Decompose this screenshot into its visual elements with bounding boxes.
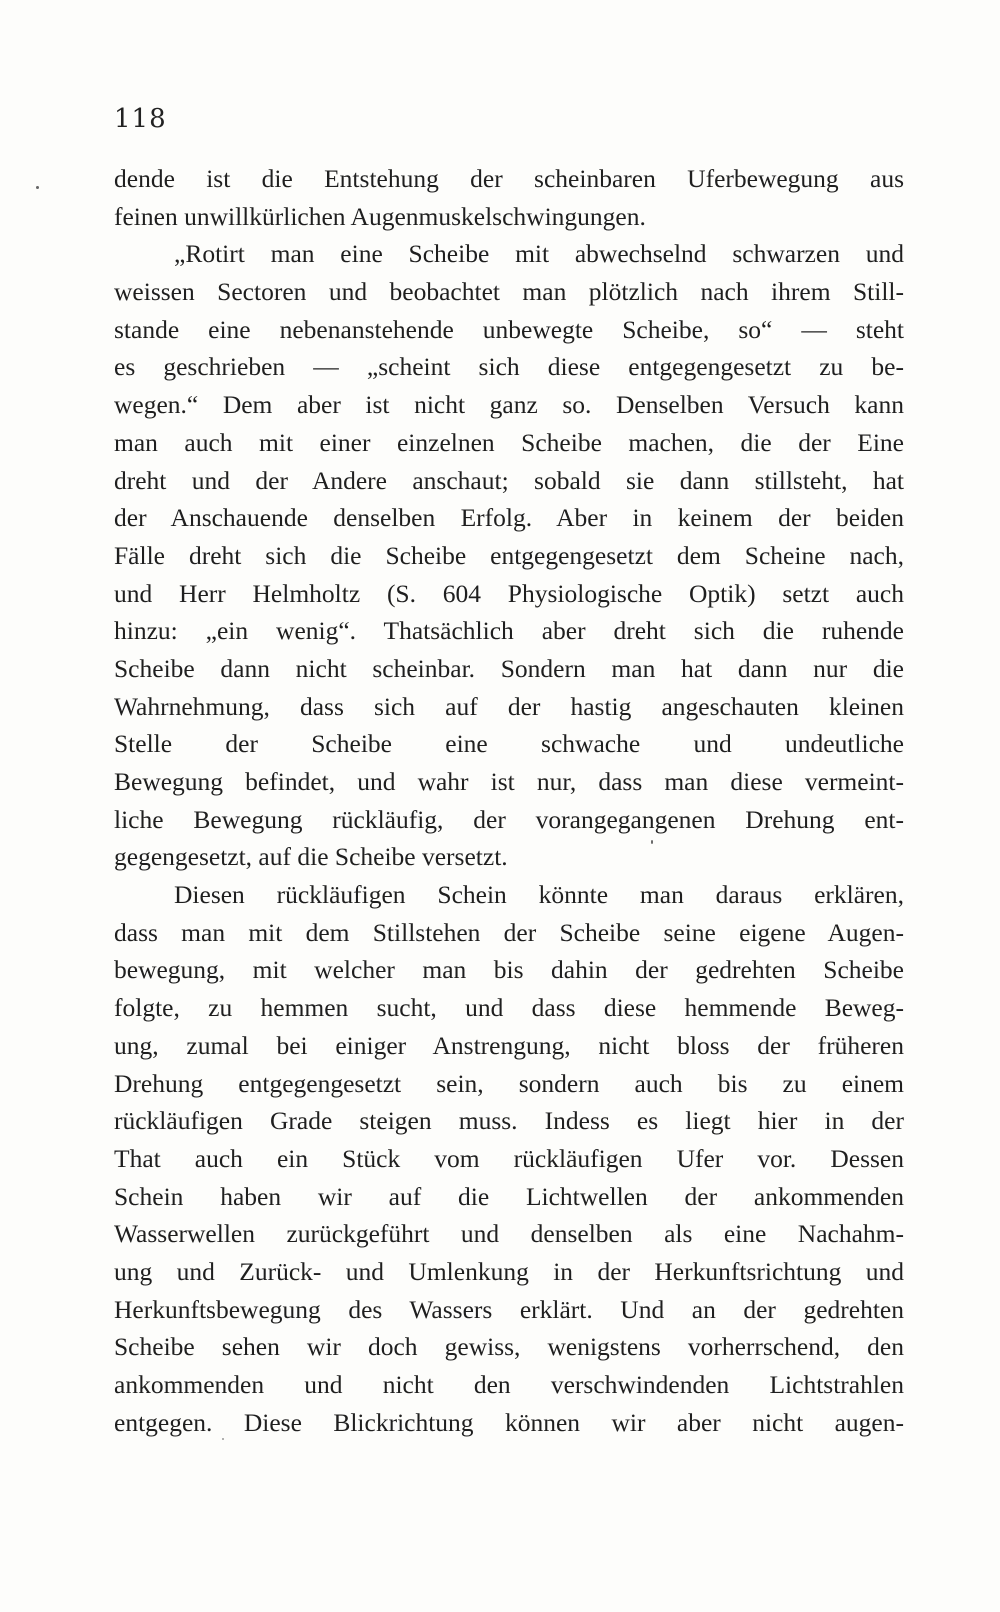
text-line: es geschrieben — „scheint sich diese entgegengesetzt zu be- (114, 352, 904, 382)
text-line: entgegen. Diese Blickrichtung können wir aber nicht augen- (114, 1407, 904, 1437)
text-line: ung, zumal bei einiger Anstrengung, nicht bloss der früheren (114, 1030, 904, 1060)
print-speck (651, 840, 653, 844)
text-line: Scheibe dann nicht scheinbar. Sondern man hat dann nur die (114, 653, 904, 683)
text-line: dass man mit dem Stillstehen der Scheibe seine eigene Augen- (114, 917, 904, 947)
text-line: wegen.“ Dem aber ist nicht ganz so. Denselben Versuch kann (114, 390, 904, 420)
text-line: Fälle dreht sich die Scheibe entgegengesetzt dem Scheine nach, (114, 540, 904, 570)
text-line: Bewegung befindet, und wahr ist nur, dass man diese vermeint- (114, 767, 904, 796)
text-line: Herkunftsbewegung des Wassers erklärt. Und an der gedrehten (114, 1294, 904, 1324)
text-line: man auch mit einer einzelnen Scheibe machen, die der Eine (114, 427, 904, 457)
body-text (114, 160, 904, 1441)
print-speck (222, 1438, 224, 1440)
text-line: und Herr Helmholtz (S. 604 Physiologische Optik) setzt auch (114, 578, 904, 608)
text-line: Wasserwellen zurückgeführt und denselben als eine Nachahm- (114, 1219, 904, 1249)
text-line: Diesen rückläufigen Schein könnte man daraus erklären, (174, 880, 904, 910)
text-line: ankommenden und nicht den verschwindenden Lichtstrahlen (114, 1370, 904, 1399)
text-line: dreht und der Andere anschaut; sobald sie dann stillsteht, hat (114, 465, 904, 495)
text-line: bewegung, mit welcher man bis dahin der gedrehten Scheibe (114, 955, 904, 985)
text-line: „Rotirt man eine Scheibe mit abwechselnd schwarzen und (174, 239, 904, 269)
text-line: That auch ein Stück vom rückläufigen Ufer vor. Dessen (114, 1143, 904, 1173)
text-line: Drehung entgegengesetzt sein, sondern auch bis zu einem (114, 1068, 904, 1098)
text-line: liche Bewegung rückläufig, der vorangegangenen Drehung ent- (114, 804, 904, 834)
page-number: 118 (114, 104, 167, 134)
text-line: folgte, zu hemmen sucht, und dass diese hemmende Beweg- (114, 993, 904, 1023)
text-line: hinzu: „ein wenig“. Thatsächlich aber dreht sich die ruhende (114, 616, 904, 646)
text-line: Schein haben wir auf die Lichtwellen der ankommenden (114, 1181, 904, 1211)
text-line: stande eine nebenanstehende unbewegte Scheibe, so“ — steht (114, 314, 904, 344)
text-line: dende ist die Entstehung der scheinbaren Uferbewegung aus (114, 164, 904, 193)
text-line: Stelle der Scheibe eine schwache und undeutliche (114, 729, 904, 759)
text-line: der Anschauende denselben Erfolg. Aber in keinem der beiden (114, 503, 904, 533)
text-line: feinen unwillkürlichen Augenmuskelschwingungen. (114, 201, 646, 231)
text-line: weissen Sectoren und beobachtet man plötzlich nach ihrem Still- (114, 277, 904, 307)
text-line: ung und Zurück- und Umlenkung in der Herkunftsrichtung und (114, 1256, 904, 1286)
print-speck (36, 186, 39, 189)
text-line: rückläufigen Grade steigen muss. Indess es liegt hier in der (114, 1106, 904, 1136)
text-line: gegengesetzt, auf die Scheibe versetzt. (114, 842, 508, 872)
text-line: Wahrnehmung, dass sich auf der hastig angeschauten kleinen (114, 691, 904, 721)
text-line: Scheibe sehen wir doch gewiss, wenigstens vorherrschend, den (114, 1332, 904, 1362)
